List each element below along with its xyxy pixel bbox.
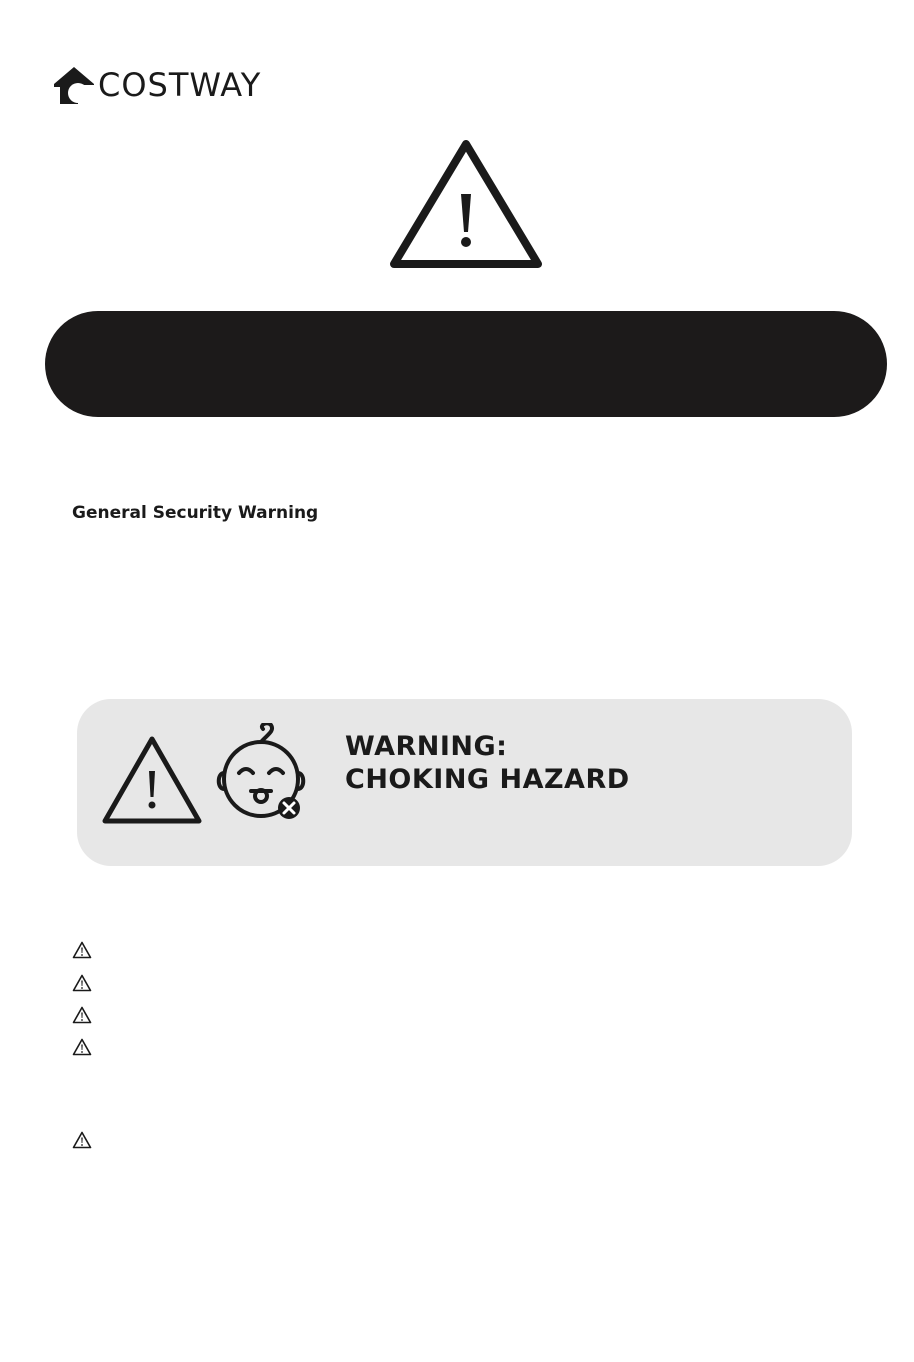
brand-logo <box>52 64 261 106</box>
small-warning-icon <box>72 1038 92 1060</box>
small-warning-icon <box>72 1131 92 1153</box>
baby-no-pacifier-icon <box>215 723 315 827</box>
choking-hazard-panel <box>77 699 852 866</box>
small-warning-icon <box>72 1006 92 1028</box>
warning-triangle-icon <box>386 136 546 280</box>
section-heading: General Security Warning <box>72 503 319 523</box>
house-icon <box>52 64 96 106</box>
small-warning-icon <box>72 941 92 963</box>
choking-warning-line1: WARNING: <box>345 731 508 762</box>
small-warning-icon <box>72 974 92 996</box>
choking-warning-line2: CHOKING HAZARD <box>345 764 630 795</box>
brand-name: COSTWAY <box>98 66 262 104</box>
choking-warning-text <box>345 730 630 796</box>
warning-triangle-icon <box>99 733 205 831</box>
warning-banner <box>45 311 887 417</box>
